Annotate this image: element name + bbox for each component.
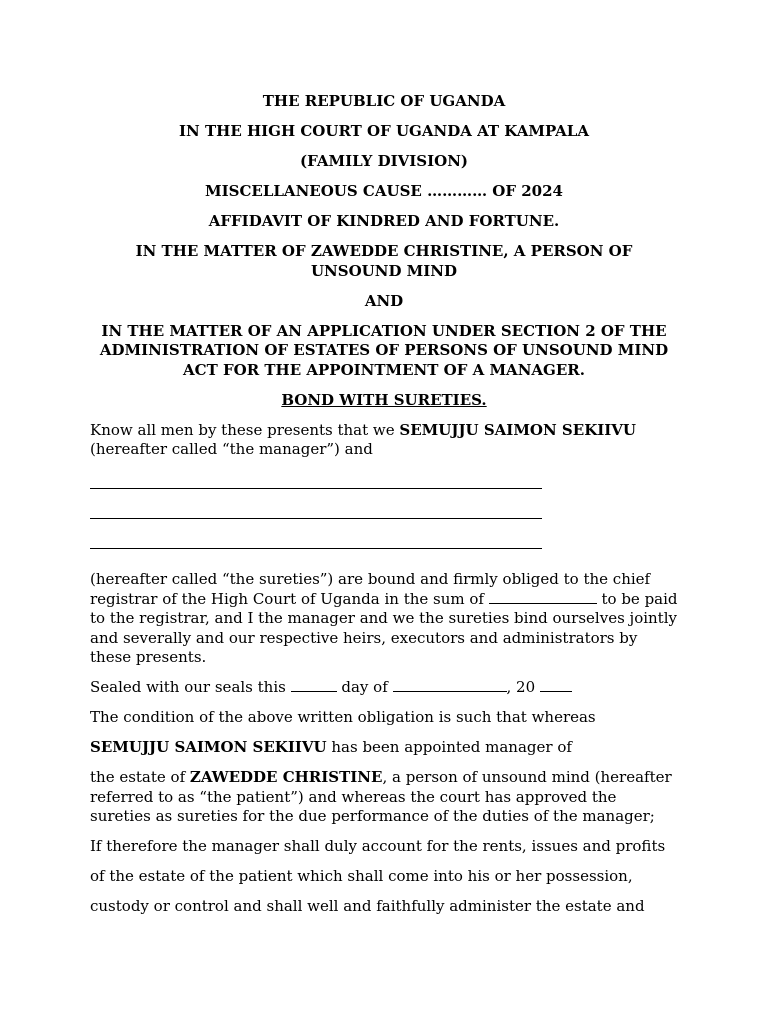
heading-affidavit: AFFIDAVIT OF KINDRED AND FORTUNE.: [208, 212, 560, 230]
surety-lines: [90, 470, 678, 549]
paragraph-if-therefore: If therefore the manager shall duly account for the rents, issues and profits: [90, 837, 666, 855]
heading-republic: THE REPUBLIC OF UGANDA: [262, 92, 506, 110]
sum-blank: [489, 591, 597, 604]
paragraph-condition: The condition of the above written obligation is such that whereas: [90, 708, 596, 726]
heading-court: IN THE HIGH COURT OF UGANDA AT KAMPALA: [179, 122, 589, 140]
paragraph-estate: the estate of ZAWEDDE CHRISTINE, a person of unsound mind (hereafter referred to as “the patient”) and whereas the court has approved the sureties as sureties for the due performance of the duties of the manager;: [90, 768, 672, 825]
paragraph-appointed: SEMUJJU SAIMON SEKIIVU has been appointed manager of: [90, 738, 572, 756]
section-title: BOND WITH SURETIES.: [281, 390, 487, 409]
year-blank: [540, 679, 572, 692]
heading-matter-application: IN THE MATTER OF AN APPLICATION UNDER SECTION 2 OF THE ADMINISTRATION OF ESTATES OF PERSONS OF UNSOUND MIND ACT FOR THE APPOINTMENT OF A MANAGER.: [99, 321, 669, 379]
paragraph-know-all-men: Know all men by these presents that we SEMUJJU SAIMON SEKIIVU (hereafter called “the manager”) and: [90, 420, 636, 458]
heading-matter-person: IN THE MATTER OF ZAWEDDE CHRISTINE, A PERSON OF UNSOUND MIND: [135, 242, 633, 280]
heading-and: AND: [364, 291, 404, 310]
manager-name: SEMUJJU SAIMON SEKIIVU: [399, 420, 636, 439]
paragraph-estate-possession: of the estate of the patient which shall come into his or her possession,: [90, 867, 633, 885]
surety-line-3: [90, 548, 542, 549]
paragraph-custody: custody or control and shall well and faithfully administer the estate and: [90, 897, 645, 915]
day-blank: [291, 679, 337, 692]
paragraph-sealed: Sealed with our seals this day of , 20: [90, 678, 678, 698]
heading-cause: MISCELLANEOUS CAUSE ………… OF 2024: [205, 182, 563, 200]
heading-division: (FAMILY DIVISION): [299, 152, 469, 170]
patient-name: ZAWEDDE CHRISTINE: [189, 768, 383, 786]
paragraph-sureties: (hereafter called “the sureties”) are bound and firmly obliged to the chief registrar of the High Court of Uganda in the sum of to be paid to the registrar, and I the manager and we the sureties bind ourselves jointly and severally and our respective heirs, executors and administrators by these presents.: [90, 570, 678, 666]
month-blank: [393, 679, 507, 692]
